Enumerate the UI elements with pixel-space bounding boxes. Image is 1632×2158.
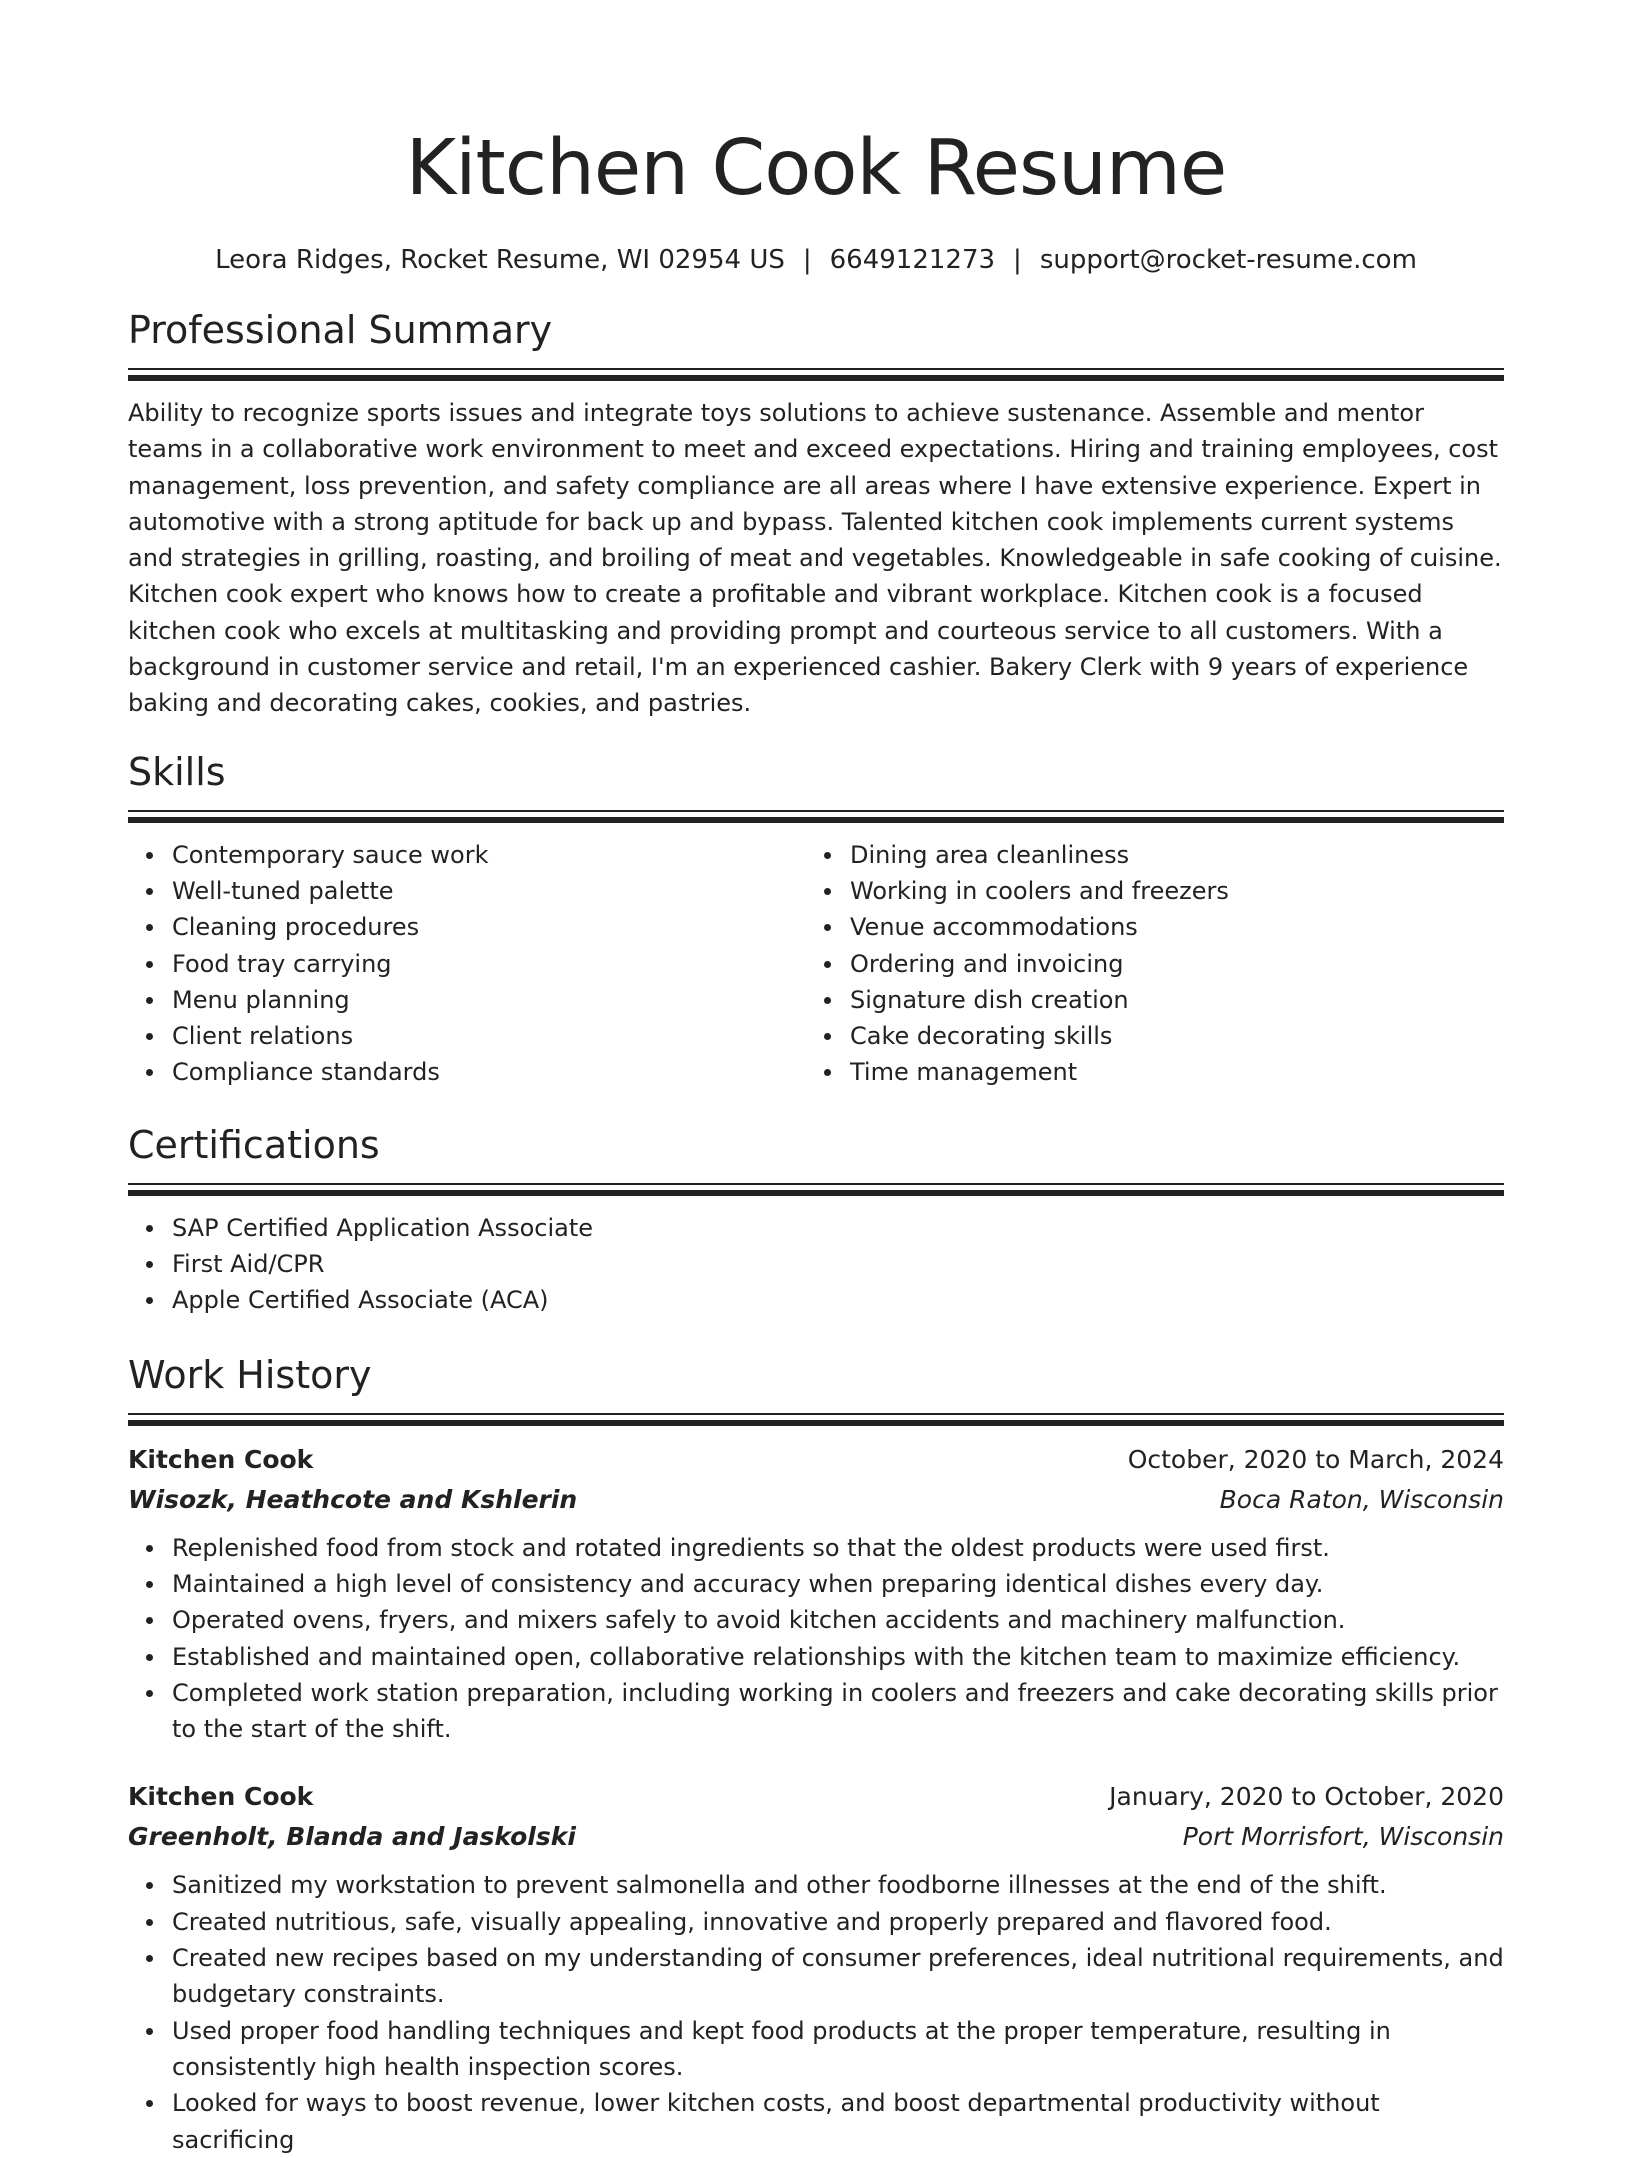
section-divider [128, 1413, 1504, 1426]
list-item: Working in coolers and freezers [850, 873, 1484, 909]
contact-separator: | [802, 245, 812, 275]
resume-page [128, 0, 1504, 2158]
list-item: Sanitized my workstation to prevent salmonella and other foodborne illnesses at the end of the shift. [172, 1867, 1504, 1903]
list-item: SAP Certified Application Associate [172, 1210, 1504, 1246]
job-dates: October, 2020 to March, 2024 [1127, 1444, 1504, 1474]
list-item: Venue accommodations [850, 909, 1484, 945]
list-item: Dining area cleanliness [850, 837, 1484, 873]
list-item: Well-tuned palette [172, 873, 806, 909]
list-item: Cleaning procedures [172, 909, 806, 945]
list-item: Created nutritious, safe, visually appealing, innovative and properly prepared and flavored food. [172, 1904, 1504, 1940]
list-item: Compliance standards [172, 1054, 806, 1090]
list-item: First Aid/CPR [172, 1246, 1504, 1282]
job-title: Kitchen Cook [128, 1782, 314, 1812]
job-entry [128, 1777, 1504, 2157]
job-header [128, 1777, 1504, 1817]
job-dates: January, 2020 to October, 2020 [1109, 1782, 1504, 1812]
contact-phone: 6649121273 [829, 245, 996, 275]
company-name: Wisozk, Heathcote and Kshlerin [128, 1484, 578, 1514]
page-title: Kitchen Cook Resume [405, 124, 1227, 213]
list-item: Established and maintained open, collaborative relationships with the kitchen team to maximize efficiency. [172, 1639, 1504, 1675]
skills-section [128, 748, 1504, 1091]
job-duties-list [128, 1867, 1504, 2157]
skills-column-right [806, 837, 1484, 1091]
certifications-section [128, 1121, 1504, 1319]
list-item: Apple Certified Associate (ACA) [172, 1282, 1504, 1318]
list-item: Replenished food from stock and rotated ingredients so that the oldest products were used first. [172, 1530, 1504, 1566]
skills-heading: Skills [128, 749, 226, 794]
contact-address: Leora Ridges, Rocket Resume, WI 02954 US [215, 245, 785, 275]
list-item: Cake decorating skills [850, 1018, 1484, 1054]
certifications-list [128, 1210, 1504, 1319]
summary-heading: Professional Summary [128, 308, 553, 352]
job-header [128, 1440, 1504, 1480]
section-divider [128, 1183, 1504, 1196]
job-location: Boca Raton, Wisconsin [1219, 1484, 1504, 1514]
work-history-section [128, 1351, 1504, 2158]
job-location: Port Morrisfort, Wisconsin [1182, 1822, 1504, 1852]
skills-grid [128, 837, 1504, 1091]
list-item: Client relations [172, 1018, 806, 1054]
list-item: Time management [850, 1054, 1484, 1090]
job-subheader [128, 1817, 1504, 1857]
skills-column-left [128, 837, 806, 1091]
contact-separator: | [1013, 245, 1022, 275]
summary-text: Ability to recognize sports issues and integrate toys solutions to achieve sustenance. Assemble and mentor teams in a collaborative work environment to meet and exceed expectations. Hiring and training employees, cost management, loss prevention, and safety compliance are all areas where I have extensive experience. Expert in automotive with a strong aptitude for back up and bypass. Talented kitchen cook implements current systems and strategies in grilling, roasting, and broiling of meat and vegetables. Knowledgeable in safe cooking of cuisine. Kitchen cook expert who knows how to create a profitable and vibrant workplace. Kitchen cook is a focused kitchen cook who excels at multitasking and providing prompt and courteous service to all customers. With a background in customer service and retail, I'm an experienced cashier. Bakery Clerk with 9 years of experience baking and decorating cakes, cookies, and pastries. [128, 399, 1502, 718]
list-item: Looked for ways to boost revenue, lower kitchen costs, and boost departmental productivity without sacrificing [172, 2085, 1504, 2158]
list-item: Completed work station preparation, including working in coolers and freezers and cake decorating skills prior to the start of the shift. [172, 1675, 1504, 1748]
list-item: Menu planning [172, 982, 806, 1018]
list-item: Contemporary sauce work [172, 837, 806, 873]
contact-line [128, 244, 1504, 276]
list-item: Operated ovens, fryers, and mixers safely to avoid kitchen accidents and machinery malfunction. [172, 1602, 1504, 1638]
job-duties-list [128, 1530, 1504, 1748]
work-history-heading: Work History [128, 1352, 372, 1397]
summary-section [128, 306, 1504, 722]
list-item: Used proper food handling techniques and kept food products at the proper temperature, resulting in consistently high health inspection scores. [172, 2013, 1504, 2086]
job-entry [128, 1440, 1504, 1748]
certifications-heading: Certifications [128, 1122, 380, 1167]
company-name: Greenholt, Blanda and Jaskolski [128, 1822, 576, 1852]
section-divider [128, 810, 1504, 823]
skills-list-right [806, 837, 1484, 1091]
list-item: Created new recipes based on my understanding of consumer preferences, ideal nutritional requirements, and budgetary constraints. [172, 1940, 1504, 2013]
job-title: Kitchen Cook [128, 1444, 314, 1474]
list-item: Ordering and invoicing [850, 946, 1484, 982]
list-item: Signature dish creation [850, 982, 1484, 1018]
section-divider [128, 368, 1504, 381]
list-item: Food tray carrying [172, 946, 806, 982]
contact-email: support@rocket-resume.com [1039, 245, 1417, 275]
job-subheader [128, 1480, 1504, 1520]
skills-list-left [128, 837, 806, 1091]
list-item: Maintained a high level of consistency and accuracy when preparing identical dishes every day. [172, 1566, 1504, 1602]
